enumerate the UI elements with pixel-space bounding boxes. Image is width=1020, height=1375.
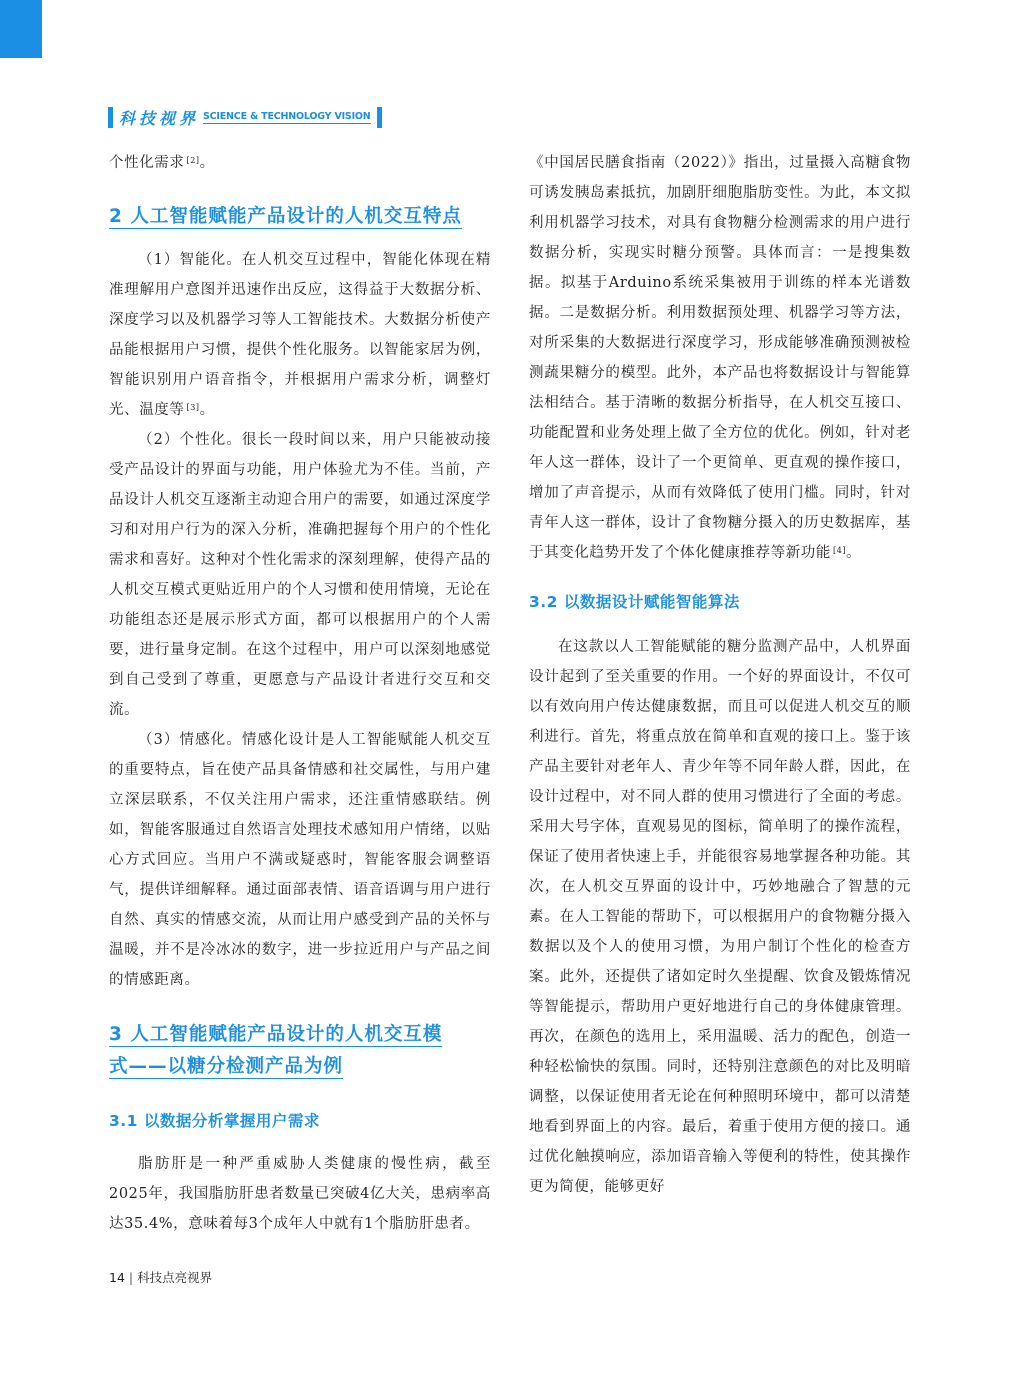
journal-slogan: 科技点亮视界 <box>137 1270 213 1285</box>
paragraph-interface-design: 在这款以人工智能赋能的糖分监测产品中，人机界面设计起到了至关重要的作用。一个好的界面设计，不仅可以有效向用户传达健康数据，而且可以促进人机交互的顺利进行。首先，将重点放在简单和直观的接口上。鉴于该产品主要针对老年人、青少年等不同年龄人群，因此，在设计过程中，对不同人群的使用习惯进行了全面的考虑。采用大号字体，直观易见的图标，简单明了的操作流程，保证了使用者快速上手，并能很容易地掌握各种功能。其次，在人机交互界面的设计中，巧妙地融合了智慧的元素。在人工智能的帮助下，可以根据用户的食物糖分摄入数据以及个人的使用习惯，为用户制订个性化的检查方案。此外，还提供了诸如定时久坐提醒、饮食及锻炼情况等智能提示，帮助用户更好地进行自己的身体健康管理。再次，在颜色的选用上，采用温暖、活力的配色，创造一种轻松愉快的氛围。同时，还特别注意颜色的对比及明暗调整，以保证使用者无论在何种照明环境中，都可以清楚地看到界面上的内容。最后，着重于使用方便的接口。通过优化触摸响应，添加语音输入等便利的特性，使其操作更为简便，能够更好 <box>529 639 911 1195</box>
section-3-heading-line1: 3 人工智能赋能产品设计的人机交互模 <box>109 1024 443 1045</box>
citation-ref: [4] <box>833 546 847 555</box>
section-2-heading <box>109 201 491 233</box>
right-column <box>529 148 911 1202</box>
citation-ref: [3] <box>186 403 200 412</box>
left-column <box>109 148 491 1239</box>
page-number: 14 <box>109 1270 125 1285</box>
paragraph-end: 。 <box>199 155 215 171</box>
corner-color-block <box>0 0 42 58</box>
page-footer <box>109 1268 212 1286</box>
paragraph-intelligent <box>109 245 491 425</box>
paragraph-dietary-guide <box>529 148 911 568</box>
section-3-heading <box>109 1019 491 1083</box>
masthead-title-en: SCIENCE & TECHNOLOGY VISION <box>203 110 371 122</box>
paragraph-fatty-liver: 脂肪肝是一种严重威胁人类健康的慢性病，截至2025年，我国脂肪肝患者数量已突破4亿大关，患病率高达35.4%，意味着每3个成年人中就有1个脂肪肝患者。 <box>109 1156 491 1232</box>
paragraph-text: 《中国居民膳食指南（2022）》指出，过量摄入高糖食物可诱发胰岛素抵抗，加剧肝细胞脂肪变性。为此，本文拟利用机器学习技术，对具有食物糖分检测需求的用户进行数据分析，实现实时糖分预警。具体而言：一是搜集数据。拟基于Arduino系统采集被用于训练的样本光谱数据。二是数据分析。利用数据预处理、机器学习等方法，对所采集的大数据进行深度学习，形成能够准确预测被检测蔬果糖分的模型。此外，本产品也将数据设计与智能算法相结合。基于清晰的数据分析指导，在人机交互接口、功能配置和业务处理上做了全方位的优化。例如，针对老年人这一群体，设计了一个更简单、更直观的操作接口，增加了声音提示，从而有效降低了使用门槛。同时，针对青年人这一群体，设计了食物糖分摄入的历史数据库，基于其变化趋势开发了个体化健康推荐等新功能 <box>529 155 911 561</box>
paragraph-emotional: （3）情感化。情感化设计是人工智能赋能人机交互的重要特点，旨在使产品具备情感和社交属性，与用户建立深层联系，不仅关注用户需求，还注重情感联结。例如，智能客服通过自然语言处理技术感知用户情绪，以贴心方式回应。当用户不满或疑惑时，智能客服会调整语气，提供详细解释。通过面部表情、语音语调与用户进行自然、真实的情感交流，从而让用户感受到产品的关怀与温暖，并不是冷冰冰的数字，进一步拉近用户与产品之间的情感距离。 <box>109 732 491 988</box>
paragraph-personalized: （2）个性化。很长一段时间以来，用户只能被动接受产品设计的界面与功能，用户体验尤为不佳。当前，产品设计人机交互逐渐主动迎合用户的需要，如通过深度学习和对用户行为的深入分析，准确把握每个用户的个性化需求和喜好。这种对个性化需求的深刻理解，使得产品的人机交互模式更贴近用户的个人习惯和使用情境，无论在功能组态还是展示形式方面，都可以根据用户的个人需要，进行量身定制。在这个过程中，用户可以深刻地感觉到自己受到了尊重，更愿意与产品设计者进行交互和交流。 <box>109 432 491 718</box>
paragraph-text: 个性化需求 <box>109 155 185 171</box>
paragraph-continuation <box>109 148 491 178</box>
paragraph-text: （1）智能化。在人机交互过程中，智能化体现在精准理解用户意图并迅速作出反应，这得益于大数据分析、深度学习以及机器学习等人工智能技术。大数据分析使产品能根据用户习惯，提供个性化服务。以智能家居为例，智能识别用户语音指令，并根据用户需求分析，调整灯光、温度等 <box>109 252 491 418</box>
masthead-bar-right <box>377 107 382 128</box>
subsection-3-2-heading: 3.2 以数据设计赋能智能算法 <box>529 593 740 611</box>
paragraph-end: 。 <box>199 402 215 418</box>
section-2-heading-text: 2 人工智能赋能产品设计的人机交互特点 <box>109 206 462 227</box>
masthead-bar-left <box>108 107 113 128</box>
paragraph-end: 。 <box>846 545 862 561</box>
masthead-title-cn: 科技视界 <box>119 108 200 128</box>
citation-ref: [2] <box>186 156 200 165</box>
masthead <box>108 106 382 128</box>
footer-separator: | <box>128 1270 134 1285</box>
subsection-3-1-heading: 3.1 以数据分析掌握用户需求 <box>109 1112 320 1130</box>
section-3-heading-line2: 式——以糖分检测产品为例 <box>109 1056 344 1077</box>
